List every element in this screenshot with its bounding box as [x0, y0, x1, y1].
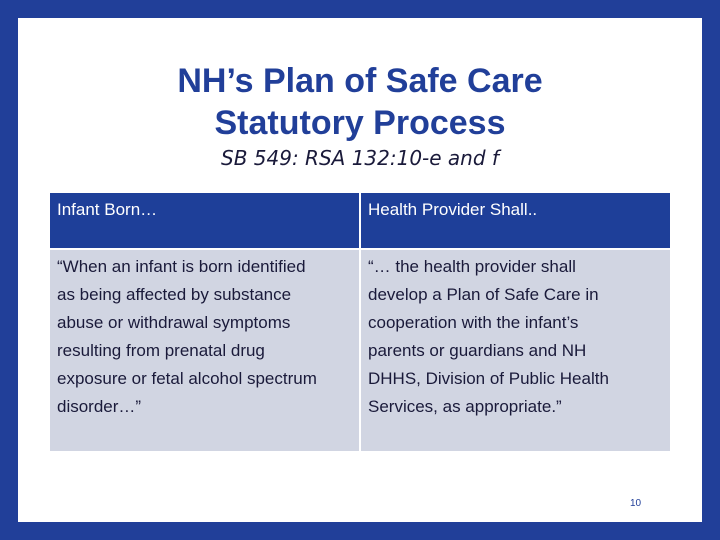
slide-title: [18, 60, 702, 144]
cell-line: cooperation with the infant’s: [368, 313, 579, 332]
title-line-2: Statutory Process: [214, 104, 506, 142]
cell-line: as being affected by substance: [57, 285, 292, 304]
page-number: 10: [630, 498, 642, 509]
statute-table: [50, 193, 670, 451]
cell-line: abuse or withdrawal symptoms: [57, 313, 291, 332]
cell-line: “… the health provider shall: [368, 257, 576, 276]
cell-line: exposure or fetal alcohol spectrum: [57, 369, 317, 388]
cell-line: parents or guardians and NH: [368, 341, 587, 360]
cell-line: resulting from prenatal drug: [57, 341, 265, 360]
title-line-1: NH’s Plan of Safe Care: [177, 62, 543, 100]
header-infant-born: Infant Born…: [50, 193, 359, 248]
slide-subtitle: SB 549: RSA 132:10-e and f: [221, 146, 499, 170]
cell-health-provider-text: [361, 250, 670, 451]
header-health-provider: Health Provider Shall..: [361, 193, 670, 248]
slide: [18, 18, 702, 522]
cell-line: develop a Plan of Safe Care in: [368, 285, 599, 304]
cell-line: disorder…”: [57, 397, 142, 416]
cell-line: DHHS, Division of Public Health: [368, 369, 609, 388]
cell-line: Services, as appropriate.”: [368, 397, 562, 416]
cell-infant-born-text: [50, 250, 359, 451]
cell-line: “When an infant is born identified: [57, 257, 306, 276]
